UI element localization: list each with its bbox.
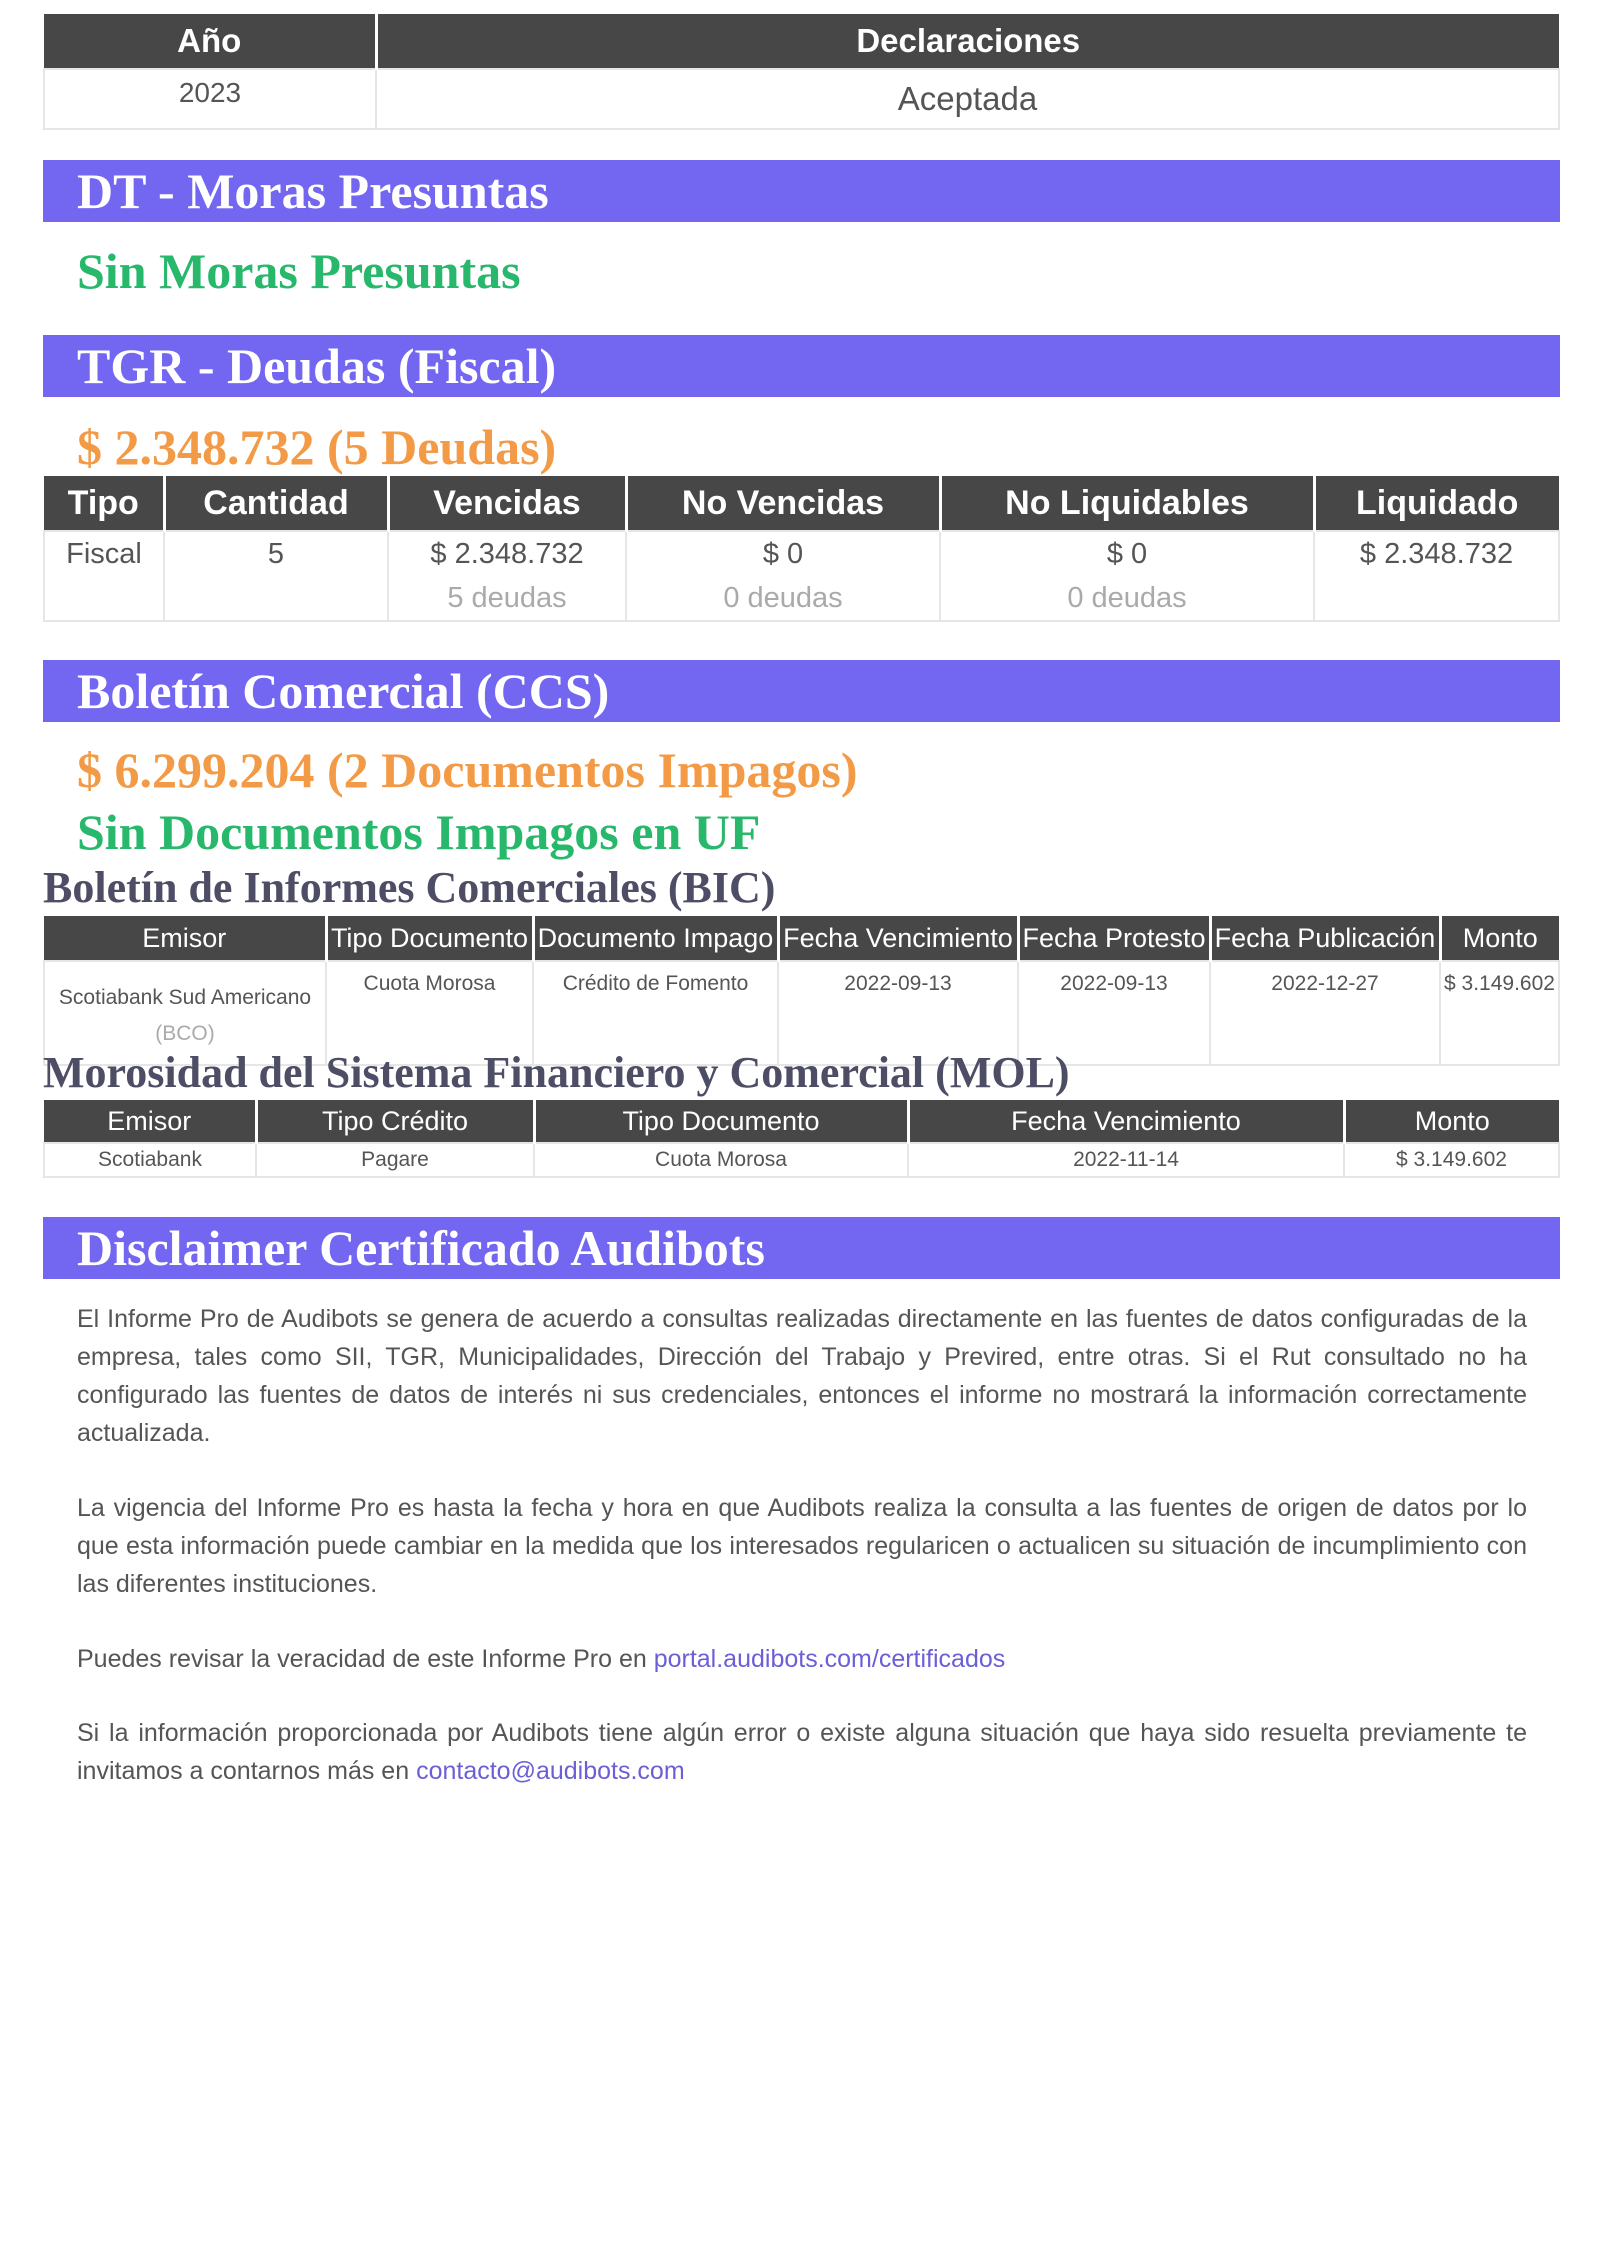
no-liquidables-cell xyxy=(940,531,1314,621)
no-vencidas-count: 0 deudas xyxy=(723,582,843,614)
emisor-name: Scotiabank Sud Americano xyxy=(58,986,312,1009)
header-cantidad: Cantidad xyxy=(164,476,388,531)
fecha-protesto-cell: 2022-09-13 xyxy=(1018,961,1210,1065)
vencidas-cell xyxy=(388,531,626,621)
tipo-cell: Fiscal xyxy=(44,531,164,621)
fecha-vencimiento-cell: 2022-09-13 xyxy=(778,961,1018,1065)
section-header-tgr: TGR - Deudas (Fiscal) xyxy=(43,335,1560,397)
section-header-dt: DT - Moras Presuntas xyxy=(43,160,1560,222)
year-table-wrap xyxy=(43,14,1560,130)
header-emisor: Emisor xyxy=(44,916,326,961)
table-row xyxy=(44,531,1559,621)
ccs-uf-status: Sin Documentos Impagos en UF xyxy=(77,804,761,860)
contact-email-link[interactable]: contacto@audibots.com xyxy=(416,1757,685,1785)
header-vencidas: Vencidas xyxy=(388,476,626,531)
no-liquidables-amount: $ 0 xyxy=(1106,538,1148,570)
bic-title: Boletín de Informes Comerciales (BIC) xyxy=(43,863,776,912)
header-monto: Monto xyxy=(1440,916,1559,961)
documento-impago-cell: Crédito de Fomento xyxy=(533,961,778,1065)
header-fecha-protesto: Fecha Protesto xyxy=(1018,916,1210,961)
disclaimer-paragraph-1: El Informe Pro de Audibots se genera de acuerdo a consultas realizadas directamente en las fuentes de datos configuradas de la empresa, tales como SII, TGR, Municipalidades, Dirección del Trabajo y Previred, entre otras. Si el Rut consultado no ha configurado las fuentes de datos de interés ni sus credenciales, entonces el informe no mostrará la información correctamente actualizada. xyxy=(77,1305,1527,1447)
header-emisor: Emisor xyxy=(44,1100,256,1143)
declaration-status-cell: Aceptada xyxy=(376,69,1559,129)
bic-table-wrap xyxy=(43,916,1560,1066)
tipo-documento-cell: Cuota Morosa xyxy=(534,1143,908,1177)
cantidad-cell: 5 xyxy=(164,531,388,621)
emisor-code: (BCO) xyxy=(155,1022,215,1045)
tgr-summary: $ 2.348.732 (5 Deudas) xyxy=(77,419,557,475)
no-vencidas-amount: $ 0 xyxy=(762,538,804,570)
disclaimer-p4-text: Si la información proporcionada por Audibots tiene algún error o existe alguna situación que haya sido resuelta previamente te invitamos a contarnos más en xyxy=(77,1719,1527,1785)
table-row xyxy=(44,69,1559,129)
header-tipo-documento: Tipo Documento xyxy=(534,1100,908,1143)
header-ano: Año xyxy=(44,14,376,69)
header-tipo-documento: Tipo Documento xyxy=(326,916,533,961)
header-documento-impago: Documento Impago xyxy=(533,916,778,961)
header-no-vencidas: No Vencidas xyxy=(626,476,940,531)
header-fecha-vencimiento: Fecha Vencimiento xyxy=(908,1100,1344,1143)
emisor-cell: Scotiabank xyxy=(44,1143,256,1177)
disclaimer-p3-text: Puedes revisar la veracidad de este Informe Pro en xyxy=(77,1645,654,1673)
monto-cell: $ 3.149.602 xyxy=(1440,961,1559,1065)
section-header-ccs: Boletín Comercial (CCS) xyxy=(43,660,1560,722)
disclaimer-paragraph-4 xyxy=(77,1714,1527,1790)
header-fecha-publicacion: Fecha Publicación xyxy=(1210,916,1440,961)
disclaimer-paragraph-2: La vigencia del Informe Pro es hasta la fecha y hora en que Audibots realiza la consulta a las fuentes de origen de datos por lo que esta información puede cambiar en la medida que los interesados regularicen o actualicen su situación de incumplimiento con las diferentes instituciones. xyxy=(77,1494,1527,1598)
fecha-publicacion-cell: 2022-12-27 xyxy=(1210,961,1440,1065)
header-fecha-vencimiento: Fecha Vencimiento xyxy=(778,916,1018,961)
header-tipo: Tipo xyxy=(44,476,164,531)
portal-link[interactable]: portal.audibots.com/certificados xyxy=(653,1645,1006,1673)
tipo-documento-cell: Cuota Morosa xyxy=(326,961,533,1065)
mol-title: Morosidad del Sistema Financiero y Comercial (MOL) xyxy=(43,1048,1070,1097)
fecha-vencimiento-cell: 2022-11-14 xyxy=(908,1143,1344,1177)
bic-table xyxy=(43,916,1560,1066)
tipo-credito-cell: Pagare xyxy=(256,1143,534,1177)
no-liquidables-count: 0 deudas xyxy=(1067,582,1187,614)
tgr-table-wrap xyxy=(43,476,1560,622)
vencidas-count: 5 deudas xyxy=(447,582,567,614)
ccs-summary: $ 6.299.204 (2 Documentos Impagos) xyxy=(77,742,858,798)
mol-table-wrap xyxy=(43,1100,1560,1178)
header-monto: Monto xyxy=(1344,1100,1559,1143)
disclaimer-paragraph-3 xyxy=(77,1640,1527,1678)
no-vencidas-cell xyxy=(626,531,940,621)
tgr-debts-table xyxy=(43,476,1560,622)
year-declarations-table xyxy=(43,14,1560,130)
dt-status: Sin Moras Presuntas xyxy=(77,243,521,299)
monto-cell: $ 3.149.602 xyxy=(1344,1143,1559,1177)
header-liquidado: Liquidado xyxy=(1314,476,1559,531)
vencidas-amount: $ 2.348.732 xyxy=(430,538,584,570)
header-declaraciones: Declaraciones xyxy=(376,14,1559,69)
header-tipo-credito: Tipo Crédito xyxy=(256,1100,534,1143)
section-header-disclaimer: Disclaimer Certificado Audibots xyxy=(43,1217,1560,1279)
liquidado-cell: $ 2.348.732 xyxy=(1314,531,1559,621)
table-row xyxy=(44,1143,1559,1177)
year-cell: 2023 xyxy=(44,69,376,129)
header-no-liquidables: No Liquidables xyxy=(940,476,1314,531)
mol-table xyxy=(43,1100,1560,1178)
